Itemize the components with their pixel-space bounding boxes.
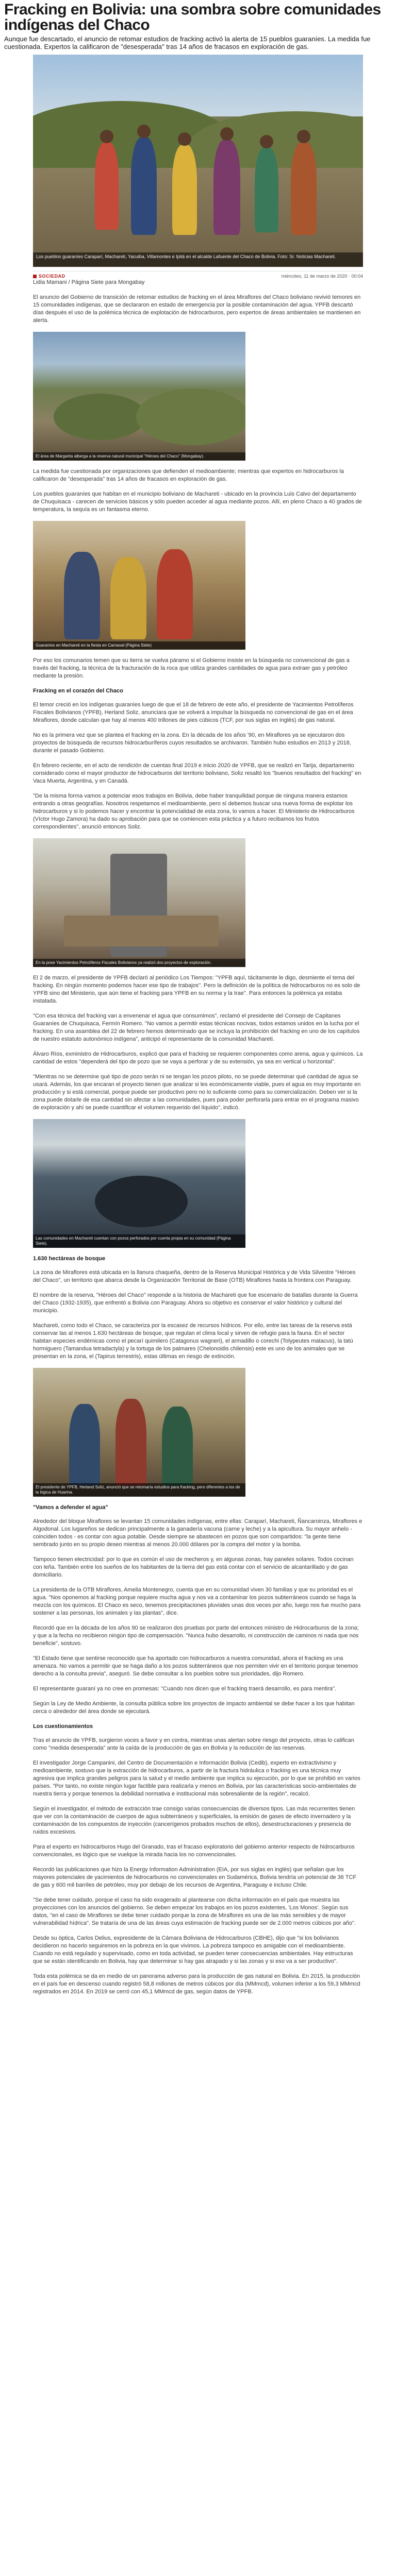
article-image[interactable] — [33, 332, 245, 461]
article-image[interactable] — [33, 1119, 245, 1248]
image-caption: Guaraníes en Machareti en la fiesta en Carnaval (Página Siete) — [33, 641, 245, 650]
subhead: "Vamos a defender el agua" — [33, 1504, 108, 1511]
paragraph: El temor creció en los indígenas guaraníes luego de que el 18 de febrero de este año, el presidente de Yacimientos Petrolíferos Fiscales Bolivianos (YPFB), Herland Soliz, anunciara que se volverá a impulsar la búsqueda no convencional de gas en el área Miraflores, donde calculan que hay al menos 400 trillones de pies cúbicos (TCF, por sus siglas en inglés) de gas natural. — [33, 702, 354, 723]
paragraph: "Mientras no se determine qué tipo de pozo serán ni se tengan los pozos piloto, no se puede determinar qué cantidad de agua se usará. Además, los que encaran el proyecto tienen que analizar si les económicamente viable, pues el agua es muy importante en producción y si está comercial, porque puede ser productivo pero no lo suficiente como para su comercialización. Deben ver si la zona puede dotarle de esa cantidad sin afectar a las comunidades, pues para poder perforarla para entrar en el programa masivo de exploración y ahí se puede cuantificar el volumen requerido del líquido", indicó. — [33, 1074, 361, 1111]
paragraph: Para el experto en hidrocarburos Hugo del Granado, tras el fracaso exploratorio del gobierno anterior respecto de hidrocarburos convencionales, es lógico que se vuelque la mirada hacia los no convencionales. — [33, 1844, 355, 1858]
photo-person — [291, 142, 317, 235]
paragraph: Toda esta polémica se da en medio de un panorama adverso para la producción de gas natural en Bolivia. En 2015, la producción en el país fue en descenso cuando registró 58,8 millones de metros cúbicos por día (MMmcd), volumen inferior a los 59,3 MMmcd registrados en 2014. En 2019 se cerró con 45,1 MMmcd de gas, según datos de YPFB. — [33, 1973, 360, 1995]
paragraph: Por eso los comunarios temen que su tierra se vuelva páramo si el Gobierno insiste en la búsqueda no convencional de gas a través del fracking, la técnica de la fracturación de la roca que utiliza grandes cantidades de agua para extraer gas y petróleo mediante la presión. — [33, 657, 350, 679]
photo-person — [131, 137, 157, 235]
paragraph: Desde su óptica, Carlos Delius, expresidente de la Cámara Boliviana de Hidrocarburos (CBHE), dijo que "si los bolivianos decidieron no hacerlo seguiremos en la pobreza en la que vivimos. La pobreza tampoco es amigable con el medioambiente. Cuando no está regulado y supervisado, como en toda actividad, se pueden tener consecuencias ambientales. Hay estructuras que se están identificando en Bolivia, hay que determinar si hay gas atrapado y si las zonas y si eso va a ser productivo". — [33, 1935, 353, 1964]
article-meta — [33, 271, 363, 279]
image-shape — [95, 1176, 188, 1227]
subhead: 1.630 hectáreas de bosque — [33, 1256, 106, 1262]
paragraph: El investigador Jorge Campanini, del Centro de Documentación e Información Bolivia (Cedib), experto en extractivismo y medioambiente, sostuvo que la extracción de hidrocarburos, a partir de la fractura hidráulica o fracking es una técnica muy agresiva que implica grandes peligros para la salud y el medio ambiente que implica su ejecución, por lo que se prohibió en varios países. "Por tanto, no existe ningún lugar factible para realizarla y menos en Bolivia, por las características socio-ambientales de nuestra tierra y porque tenemos la debilidad normativa e institucional más sobresaliente de la región", recalcó. — [33, 1760, 360, 1797]
image-shape — [64, 552, 100, 639]
image-shape — [136, 388, 245, 445]
image-caption: El presidente de YPFB, Herland Soliz, anunció que se retomaría estudios para fracking, pero diferentes a los de la lógica de Huarina. — [33, 1483, 245, 1497]
photo-person — [213, 140, 240, 235]
paragraph: "De la misma forma vamos a potenciar esos trabajos en Bolivia, debe haber tranquilidad porque de ninguna manera estamos entrando a otras geografías. Nosotros respetamos el medioambiente, pero sí debemos buscar una nueva forma de explotar los hidrocarburos y si lo podemos hacer y encontrar la potencialidad de esta zona, lo vamos a hacer. El Ministerio de Hidrocarburos (Víctor Hugo Zamora) ha dado su aprobación para que se comiencen esta práctica y a futuro recibamos los frutos correspondientes", anunció entonces Soliz. — [33, 793, 355, 830]
image-shape — [157, 549, 193, 639]
paragraph: Los pueblos guaraníes que habitan en el municipio boliviano de Machareti - ubicado en la provincia Luis Calvo del departamento de Chuquisaca - carecen de servicios básicos y sólo pueden acceder al agua mediante pozos. Allí, en pleno Chaco a 40 grados de temperatura, la sequía es un fantasma eterno. — [33, 491, 362, 513]
article-date: miércoles, 11 de marzo de 2020 · 00:04 — [281, 274, 363, 279]
paragraph: Según la Ley de Medio Ambiente, la consulta pública sobre los proyectos de impacto ambiental se debe hacer a los que habitan cerca o alrededor del área donde se ejecutará. — [33, 1701, 355, 1715]
image-caption: Las comunidades en Machareti cuentan con pozos perforados por cuenta propia en su comunidad (Página Siete). — [33, 1234, 245, 1248]
section-tag[interactable] — [33, 274, 65, 279]
paragraph: Recordó las publicaciones que hizo la Energy Information Administration (EIA, por sus siglas en inglés) que señalan que los mayores potenciales de yacimientos de hidrocarburos no convencionales en Sudamérica, Bolivia tendría un potencial de 36 TCF de gas y 600 mil barriles de petróleo, muy por debajo de los recursos de Argentina, Paraguay e incluso Chile. — [33, 1867, 357, 1888]
photo-person — [95, 142, 119, 230]
paragraph: No es la primera vez que se plantea el fracking en la zona. En la década de los años '90, en Miraflores ya se ejecutaron dos proyectos de búsqueda de recursos hidrocarburíferos cuyos resultados se archivaron. También hubo estudios en 2013 y 2018, durante el pasado Gobierno. — [33, 732, 351, 754]
paragraph: La presidenta de la OTB Miraflores, Amelia Montenegro, cuenta que en su comunidad viven 30 familias y que su prioridad es el agua. "Nos oponemos al fracking porque requiere mucha agua y nos va a contaminar los pozos subterráneos cuando se haga la mezcla con los químicos. El Chaco es seco, tenemos precipitaciones pluviales unas dos veces por año, luego nos fue mucho para sostener a las personas, los animales y las plantas", dice. — [33, 1587, 361, 1616]
photo-head — [137, 125, 151, 138]
paragraph: Alrededor del bloque Miraflores se levantan 15 comunidades indígenas, entre ellas: Caraparí, Machareti, Ñancaroinza, Miraflores e Algodonal. Los lugareños se dedican principalmente a la ganadería vacuna (carne y leche) y a la apicultura. Su mayor anhelo - coinciden todos - es contar con agua potable. Desde siempre se abastecen en pozos que son compartidos: "la gente tiene sembrado junto en su propio deseo mientras al menos 20.000 dólares por la compra del motor y la bomba. — [33, 1518, 362, 1548]
paragraph: "Se debe tener cuidado, porque el caso ha sido exagerado al plantearse con dicha información en el país que muestra las proyecciones con los anuncios del gobierno. Se deben empezar los trabajos en los pozos existentes, 'Los Monos'. Según sus datos, "en el caso de Miraflores se debe tener cuidado porque la zona de Miraflores es una de las más sensibles y de mayor vulnerabilidad hídrica". Se trataría de una de las áreas cuya estimación de fracking puede ser de 2.000 metros cúbicos por año". — [33, 1897, 356, 1926]
image-shape — [116, 1399, 146, 1486]
paragraph: El nombre de la reserva, "Héroes del Chaco" responde a la historia de Machareti que fue escenario de batallas durante la Guerra del Chaco (1932-1935), que enfrentó a Bolivia con Paraguay. Ahora su objetivo es conservar el valor histórico y cultural del municipio. — [33, 1292, 358, 1314]
photo-head — [297, 130, 310, 143]
photo-head — [260, 135, 273, 148]
paragraph: En febrero reciente, en el acto de rendición de cuentas final 2019 e inicio 2020 de YPFB, que se realizó en Tarija, departamento considerado como el mayor productor de hidrocarburos del territorio boliviano, Soliz resaltó los "buenos resultados del fracking" en Vaca Muerta, Argentina, y en Canadá. — [33, 762, 361, 784]
image-shape — [69, 1404, 100, 1486]
subhead: Fracking en el corazón del Chaco — [33, 688, 123, 694]
paragraph: El anuncio del Gobierno de transición de retomar estudios de fracking en el área Miraflores del Chaco boliviano revivió temores en 15 comunidades indígenas, que se declararon en estado de emergencia por la posible contaminación del agua. YPFB descartó días después el uso de la polémica técnica de explotación de hidrocarburos, pero expertos de áreas ambientales se mantienen en alerta. — [33, 294, 361, 324]
article-image[interactable] — [33, 838, 245, 967]
photo-person — [255, 147, 278, 232]
article-byline: Lidia Mamani / Página Siete para Mongabay — [33, 279, 145, 285]
photo-head — [220, 127, 234, 141]
paragraph: Tampoco tienen electricidad: por lo que es común el uso de mecheros y, en algunas zonas, hay paneles solares. Todos cocinan con leña. También entre los sueños de los habitantes de la tierra del gas está contar con el servicio de alcantarillado y de gas domiciliario. — [33, 1556, 354, 1578]
paragraph: La medida fue cuestionada por organizaciones que defienden el medioambiente; mientras que expertos en hidrocarburos la calificaron de "desesperada" tras 14 años de fracasos en exploración de gas. — [33, 468, 344, 482]
section-square-icon — [33, 275, 37, 278]
photo-head — [100, 130, 113, 143]
lead-photo[interactable] — [33, 55, 363, 267]
image-shape — [54, 394, 146, 440]
article-dek: Aunque fue descartado, el anuncio de retomar estudios de fracking activó la alerta de 15 pueblos guaraníes. La medida fue cuestionada. Expertos la calificaron de "desesperada" tras 14 años de fracasos en exploración de gas. — [4, 35, 371, 50]
paragraph: Machareti, como todo el Chaco, se caracteriza por la escasez de recursos hídricos. Por ello, entre las tareas de la reserva está conservar las al menos 1.630 hectáreas de bosque, que regulan el clima local y sirven de refugio para la fauna. En el sector habitan especies endémicas como el pecarí quimilero (Catagonus wagneri), el armadillo o corechi (Tolypeutes matacus), la tatú hormiguero (Tamandua tetradactyla) y la tortuga de los palmares (Chelonoidis chilensis) este es uno de los animales que se presentan en la zona, el (Tapirus terrestris), estas últimas en riesgo de extinción. — [33, 1323, 353, 1360]
paragraph: "El Estado tiene que sentirse reconocido que ha aportado con hidrocarburos a nuestra comunidad, ahora el fracking es una amenaza. No vamos a permitir que se haga daño a los pozos subterráneos que nos permiten vivir en el territorio porque tenemos derecho a la consulta previa", aseguró. Se debe consultar a los pueblos sobre sus prioridades, dijo Romero. — [33, 1655, 358, 1677]
paragraph: Según el investigador, el método de extracción trae consigo varias consecuencias de diversos tipos. Las más recurrentes tienen que ver con la contaminación de cuerpos de agua subterráneos y superficiales, la emisión de gases de efecto invernadero y la contaminación de los compuestos de inyección (cancerígenos probados muchos de ellos), desestructuraciones y presencia de ruidos excesivos. — [33, 1806, 355, 1835]
image-caption: En la pose Yacimientos Petrolíferos Fiscales Bolivianos ya realizó dos proyectos de exploración. — [33, 959, 245, 967]
photo-person — [172, 145, 197, 235]
paragraph: El 2 de marzo, el presidente de YPFB declaró al periódico Los Tiempos: "YPFB aquí, tácitamente le digo, desmiente el tema del fracking. En ningún momento podemos hacer ese tipo de trabajos". Pero la definición de la política de hidrocarburos no es solo de YPFB sino del Ministerio, que aún tiene el fracking para YPFB en su norma y la trae". Para entonces la polémica ya estaba instalada. — [33, 975, 360, 1004]
lead-photo-caption: Los pueblos guaraníes Caraparí, Machareti, Yacuiba, Villamontes e Ipitá en el alcalde Lafuente del Chaco de Bolivia. Foto: Sr. Noticias Machareti. — [33, 252, 363, 267]
image-shape — [110, 557, 146, 639]
article-image[interactable] — [33, 521, 245, 650]
image-shape — [64, 916, 219, 946]
paragraph: Tras el anuncio de YPFB, surgieron voces a favor y en contra, mientras unas alertan sobre riesgo del proyecto, otras lo califican como "medida desesperada" ante la caída de la producción de gas en Bolivia y la reducción de las reservas. — [33, 1737, 355, 1751]
paragraph: Álvaro Ríos, exministro de Hidrocarburos, explicó que para el fracking se requieren componentes como arena, agua y químicos. La cantidad de estos "dependerá del tipo de pozo que se vaya a perforar y de su extensión, ya sea en vertical u horizontal". — [33, 1051, 363, 1065]
photo-head — [178, 132, 191, 146]
image-shape — [162, 1406, 193, 1486]
paragraph: La zona de Miraflores está ubicada en la llanura chaqueña, dentro de la Reserva Municipal Histórica y de Vida Silvestre "Héroes del Chaco", un territorio que abarca desde la Organización Territorial de Base (OTB) Miraflores hasta la frontera con Paraguay. — [33, 1269, 356, 1283]
paragraph: El representante guaraní ya no cree en promesas: "Cuando nos dicen que el fracking traerá desarrollo, es para mentira". — [33, 1686, 337, 1692]
article-image[interactable] — [33, 1368, 245, 1497]
subhead: Los cuestionamientos — [33, 1723, 93, 1730]
image-caption: El área de Margarita alberga a la reserva natural municipal "Héroes del Chaco" (Mongabay). — [33, 452, 245, 461]
paragraph: "Con esa técnica del fracking van a envenenar el agua que consumimos", reclamó el presidente del Consejo de Capitanes Guaraníes de Chuquisaca, Fermín Romero. "No vamos a permitir estas técnicas nocivas, todos estamos unidos en la lucha por el fracking. En una asamblea del 22 de febrero hemos determinado que se incluya la prohibición del fracking en uno de los capítulos de nuestro estatuto autonómico indígena", anticipó el representante de la comunidad Machareti. — [33, 1013, 360, 1042]
article-body — [33, 279, 363, 1996]
paragraph: Recordó que en la década de los años 90 se realizaron dos pruebas por parte del entonces ministro de Hidrocarburos de la zona; y que a la fecha no recibieron ningún tipo de compensación. "Nunca hubo desarrollo, ni construcción de caminos ni nada que nos beneficie", sostuvo. — [33, 1625, 359, 1647]
article-headline: Fracking en Bolivia: una sombra sobre comunidades indígenas del Chaco — [4, 1, 381, 33]
lead-figure — [0, 55, 396, 267]
section-label: SOCIEDAD — [39, 274, 65, 279]
